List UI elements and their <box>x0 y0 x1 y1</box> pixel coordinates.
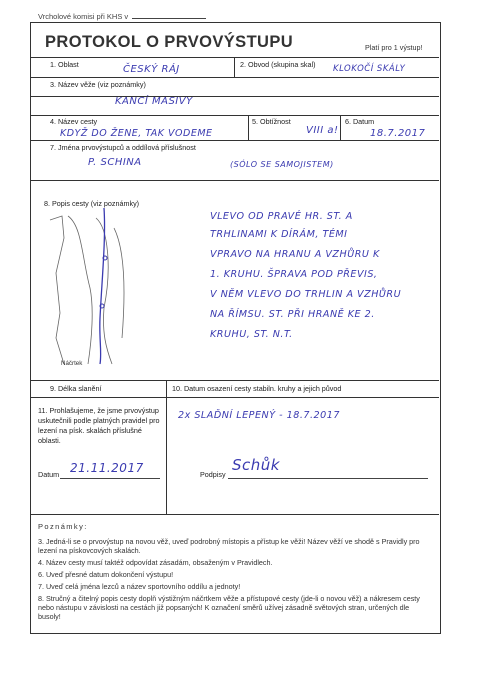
note-item: 6. Uveď přesné datum dokončení výstupu! <box>38 570 174 579</box>
row-divider <box>31 514 439 515</box>
signature: Schůk <box>232 456 280 474</box>
description-line: TRHLINAMI K DÍRÁM, TÉMI <box>210 229 348 240</box>
climbers-value: P. SCHINA <box>88 157 142 168</box>
district-label: 2. Obvod (skupina skal) <box>240 60 316 69</box>
row-divider <box>31 380 439 381</box>
date-label: 6. Datum <box>345 117 375 126</box>
signatures-label: Podpisy <box>200 470 226 479</box>
row-divider <box>31 140 439 141</box>
commission-line: Vrcholové komisi při KHS v <box>38 12 206 21</box>
description-line: V NĚM VLEVO DO TRHLIN A VZHŮRU <box>210 289 402 300</box>
note-item: 4. Název cesty musí taktéž odpovídat zásadám, obsaženým v Pravidlech. <box>38 558 273 567</box>
sketch-tag: Náčrtek <box>61 360 83 367</box>
route-sketch <box>42 198 140 368</box>
row-divider <box>31 397 439 398</box>
note-item: 7. Uveď celá jména lezců a název sportovního oddílu a jednoty! <box>38 582 241 591</box>
rappel-label: 9. Délka slanění <box>50 384 102 393</box>
bolt-date-label: 10. Datum osazení cesty stabiln. kruhy a jejich původ <box>172 384 342 393</box>
description-label: 8. Popis cesty (viz poznámky) <box>44 199 140 208</box>
col-divider <box>234 58 235 77</box>
area-value: ČESKÝ RÁJ <box>123 64 180 75</box>
bolt-date-value: 2x SLAĎNÍ LEPENÝ - 18.7.2017 <box>178 410 340 421</box>
sign-date-label: Datum <box>38 470 60 479</box>
grade-value: VIII a! <box>306 125 339 136</box>
row-divider <box>31 180 439 181</box>
valid-note: Platí pro 1 výstup! <box>365 43 423 52</box>
row-divider <box>31 77 439 78</box>
climbers-label: 7. Jména prvovýstupců a oddílová příslušnost <box>50 143 196 152</box>
declaration: 11. Prohlašujeme, že jsme prvovýstup uskutečnili podle platných pravidel pro lezení na písk. skalách příslušné oblasti. <box>38 406 160 445</box>
page-title: PROTOKOL O PRVOVÝSTUPU <box>45 33 294 51</box>
route-name-label: 4. Název cesty <box>50 117 98 126</box>
route-name-value: KDYŽ DO ŽENE, TAK VODEME <box>60 128 213 139</box>
note-item: 8. Stručný a čitelný popis cesty doplň výstižným náčrtkem věže a přístupové cesty (jde-li o novou věž) a nákresem cesty nebo nástupu v závislosti na cestách již popsaných! K označení směrů užívej zásadně světových stran, určených dle busoly! <box>38 594 420 621</box>
area-label: 1. Oblast <box>50 60 79 69</box>
description-line: 1. KRUHU. ŠPRAVA POD PŘEVIS, <box>210 269 378 280</box>
row-divider <box>31 96 439 97</box>
row-divider <box>31 57 439 58</box>
description-line: NA ŘÍMSU. ST. PŘI HRANĚ KE 2. <box>210 309 375 320</box>
grade-label: 5. Obtížnost <box>252 117 291 126</box>
date-value: 18.7.2017 <box>370 128 426 139</box>
notes-heading: Poznámky: <box>38 522 88 531</box>
note-item: 3. Jedná-li se o prvovýstup na novou věž, uveď podrobný místopis a přístup ke věži! Název věží ve shodě s Pravidly pro lezení na pískovcových skalách. <box>38 537 420 555</box>
description-line: VPRAVO NA HRANU A VZHŮRU K <box>210 249 380 260</box>
row-divider <box>31 115 439 116</box>
col-divider <box>248 116 249 140</box>
climbers-note: (SÓLO SE SAMOJISTEM) <box>230 160 334 169</box>
col-divider <box>340 116 341 140</box>
description-line: KRUHU, ST. N.T. <box>210 329 293 340</box>
col-divider <box>166 381 167 514</box>
district-value: KLOKOČÍ SKÁLY <box>333 64 406 74</box>
tower-label: 3. Název věže (viz poznámky) <box>50 80 146 89</box>
sign-date-value: 21.11.2017 <box>70 461 144 475</box>
description-line: VLEVO OD PRAVÉ HR. ST. A <box>210 211 353 222</box>
tower-value: KANCÍ MASIVY <box>115 96 193 107</box>
